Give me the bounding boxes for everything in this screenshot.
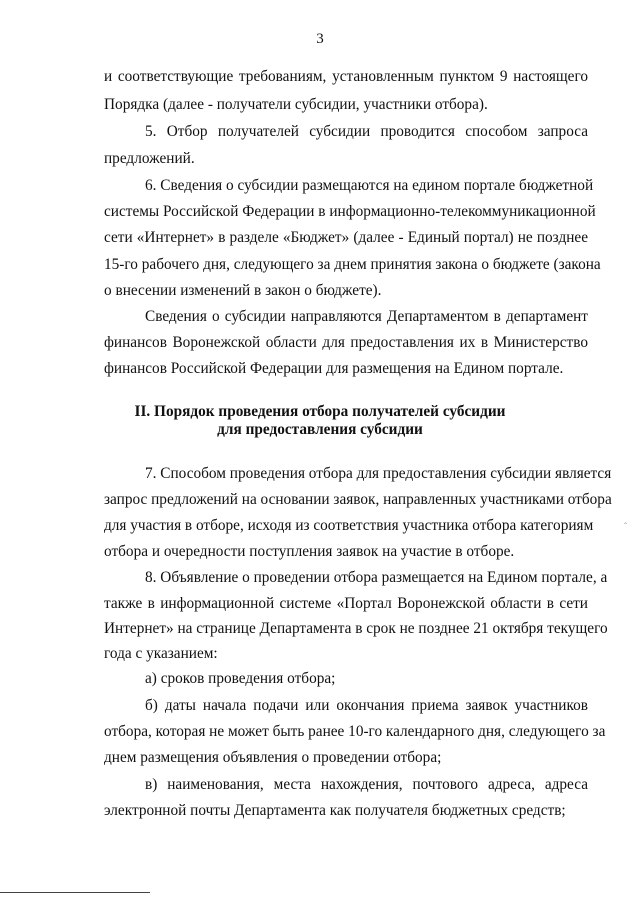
text-line: сети «Интернет» в разделе «Бюджет» (далее - Единый портал) не позднее [104,229,588,246]
text-line: электронной почты Департамента как получателя бюджетных средств; [104,802,566,819]
page-edge-line [0,892,150,893]
text-line: финансов Российской Федерации для размещения на Едином портале. [104,360,564,377]
text-line: б) даты начала подачи или окончания приема заявок участников [145,697,588,714]
text-line: для участия в отборе, исходя из соответствия участника отбора категориям [104,517,594,534]
text-line: в) наименования, места нахождения, почтового адреса, адреса [145,776,588,793]
text-line: финансов Воронежской области для предоставления их в Министерство [104,334,588,351]
text-line: запрос предложений на основании заявок, направленных участниками отбора [104,491,612,508]
text-line: 7. Способом проведения отбора для предоставления субсидии является [145,465,612,482]
text-line: а) сроков проведения отбора; [145,670,336,687]
text-line: и соответствующие требованиям, установленным пунктом 9 настоящего [104,68,588,85]
text-line: 5. Отбор получателей субсидии проводится способом запроса [145,123,588,140]
page-number: 3 [316,31,324,47]
text-line: Интернет» на странице Департамента в срок не позднее 21 октября текущего [104,620,608,637]
section-heading: для предоставления субсидии [217,421,423,438]
text-line: предложений. [104,150,195,167]
scan-speck: ‸ [624,514,628,524]
text-line: Сведения о субсидии направляются Департаментом в департамент [145,308,588,325]
text-line: года с указанием: [104,645,218,662]
text-line: 8. Объявление о проведении отбора размещается на Едином портале, а [145,569,608,586]
text-line: о внесении изменений в закон о бюджете). [104,282,382,299]
text-line: 15-го рабочего дня, следующего за днем принятия закона о бюджете (закона [104,256,601,273]
section-heading: II. Порядок проведения отбора получателей субсидии [134,403,506,420]
text-line: отбора и очередности поступления заявок на участие в отборе. [104,543,515,560]
text-line: 6. Сведения о субсидии размещаются на едином портале бюджетной [145,177,594,194]
text-line: Порядка (далее - получатели субсидии, участники отбора). [104,96,488,113]
text-line: также в информационной системе «Портал Воронежской области в сети [104,595,588,612]
text-line: днем размещения объявления о проведении отбора; [104,749,442,766]
text-line: отбора, которая не может быть ранее 10-го календарного дня, следующего за [104,723,606,740]
text-line: системы Российской Федерации в информационно-телекоммуникационной [104,203,596,220]
